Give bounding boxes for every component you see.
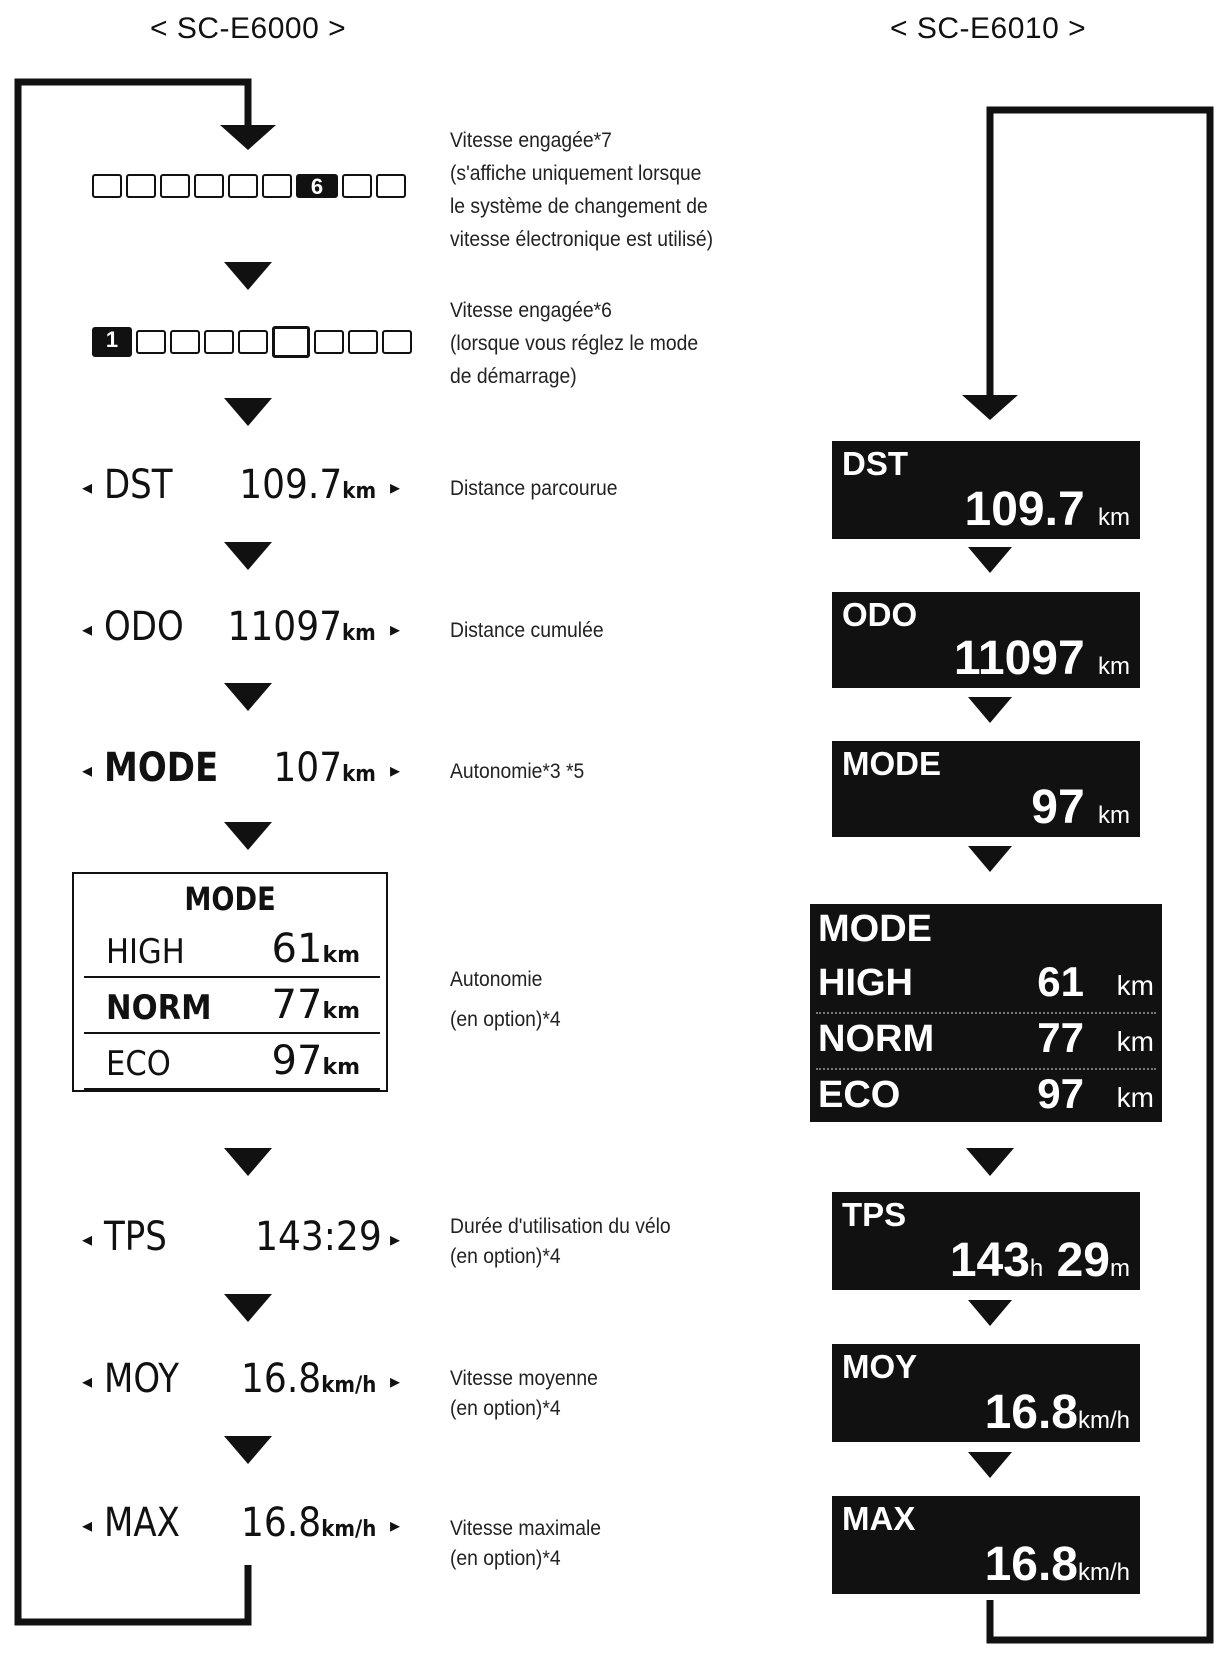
row-label: MOY (104, 1356, 180, 1402)
left-arrow-icon: ◂ (82, 475, 93, 499)
left-moy-row (82, 1356, 412, 1406)
row-label: TPS (104, 1214, 167, 1260)
mode-row-norm: NORM 77 km (818, 1014, 1154, 1061)
row-value: 16.8km/h (240, 1356, 376, 1402)
row-label: DST (104, 462, 173, 508)
flow-arrow (968, 547, 1012, 573)
row-value: 107km (273, 745, 376, 791)
desc-gear6: Vitesse engagée*6 (lorsque vous réglez le mode de démarrage) (450, 299, 699, 388)
left-mode-box (72, 872, 388, 1092)
mode-row-high: HIGH 61 km (818, 958, 1154, 1005)
flow-arrow (968, 846, 1012, 872)
left-header: < SC-E6000 > (150, 12, 347, 45)
row-value: 11097km (227, 604, 376, 650)
right-mode-panel: MODE 97 km (832, 741, 1140, 837)
mode-row-high: HIGH 61km (84, 926, 380, 978)
flow-arrow (224, 822, 272, 850)
desc-max: Vitesse maximale (en option)*4 (450, 1517, 602, 1570)
flow-arrow (968, 1452, 1012, 1478)
gear-bar-7 (92, 174, 402, 200)
row-label: MODE (104, 745, 219, 791)
right-entry-arrow (962, 395, 1018, 420)
row-value: 109.7km (239, 462, 376, 508)
desc-tps: Durée d'utilisation du vélo (en option)*4 (450, 1215, 671, 1268)
right-arrow-icon: ▸ (389, 475, 400, 499)
right-odo-panel: ODO 11097 km (832, 592, 1140, 688)
right-mode-list-panel: MODE HIGH 61 km NORM 77 km ECO 97 km (810, 904, 1162, 1122)
desc-odo: Distance cumulée (450, 619, 604, 642)
flow-arrow (224, 542, 272, 570)
flow-arrow (224, 683, 272, 711)
row-label: MAX (104, 1500, 180, 1546)
row-value: 16.8km/h (240, 1500, 376, 1546)
right-arrow-icon: ▸ (389, 1513, 400, 1537)
left-arrow-icon: ◂ (82, 1513, 93, 1537)
right-max-panel: MAX 16.8km/h (832, 1496, 1140, 1594)
right-tps-panel: TPS 143h 29m (832, 1192, 1140, 1290)
flow-arrow (224, 1148, 272, 1176)
left-dst-row (82, 462, 412, 512)
gear-indicator: 1 (92, 327, 132, 357)
desc-moy: Vitesse moyenne (en option)*4 (450, 1367, 598, 1420)
flow-arrow (966, 1148, 1014, 1176)
gear-bar-6 (92, 327, 402, 356)
left-odo-row (82, 604, 412, 654)
desc-modebox: Autonomie (en option)*4 (450, 968, 561, 1031)
left-mode-row (82, 745, 412, 795)
mode-row-eco: ECO 97km (84, 1038, 380, 1090)
left-entry-arrow (220, 125, 276, 150)
flow-arrow (224, 262, 272, 290)
left-arrow-icon: ◂ (82, 617, 93, 641)
flow-arrow (224, 1436, 272, 1464)
left-arrow-icon: ◂ (82, 758, 93, 782)
mode-row-norm: NORM 77km (84, 982, 380, 1034)
right-arrow-icon: ▸ (389, 1369, 400, 1393)
flow-arrow (224, 398, 272, 426)
desc-mode: Autonomie*3 *5 (450, 760, 585, 783)
desc-dst: Distance parcourue (450, 477, 618, 500)
left-tps-row (82, 1214, 412, 1264)
right-header: < SC-E6010 > (890, 12, 1087, 45)
left-arrow-icon: ◂ (82, 1227, 93, 1251)
left-arrow-icon: ◂ (82, 1369, 93, 1393)
mode-box-title: MODE (184, 880, 276, 918)
flow-arrow (968, 697, 1012, 723)
mode-row-eco: ECO 97 km (818, 1070, 1154, 1117)
flow-arrow (968, 1300, 1012, 1326)
desc-gear7: Vitesse engagée*7 (s'affiche uniquement lorsque le système de changement de vitesse électronique est utilisé) (450, 129, 714, 251)
right-moy-panel: MOY 16.8km/h (832, 1344, 1140, 1442)
flow-arrow (224, 1294, 272, 1322)
right-dst-panel: DST 109.7 km (832, 441, 1140, 539)
row-value: 143:29 (255, 1214, 382, 1260)
row-label: ODO (104, 604, 184, 650)
right-arrow-icon: ▸ (389, 758, 400, 782)
right-arrow-icon: ▸ (389, 617, 400, 641)
left-max-row (82, 1500, 412, 1550)
gear-indicator: 6 (296, 174, 338, 198)
right-arrow-icon: ▸ (389, 1227, 400, 1251)
